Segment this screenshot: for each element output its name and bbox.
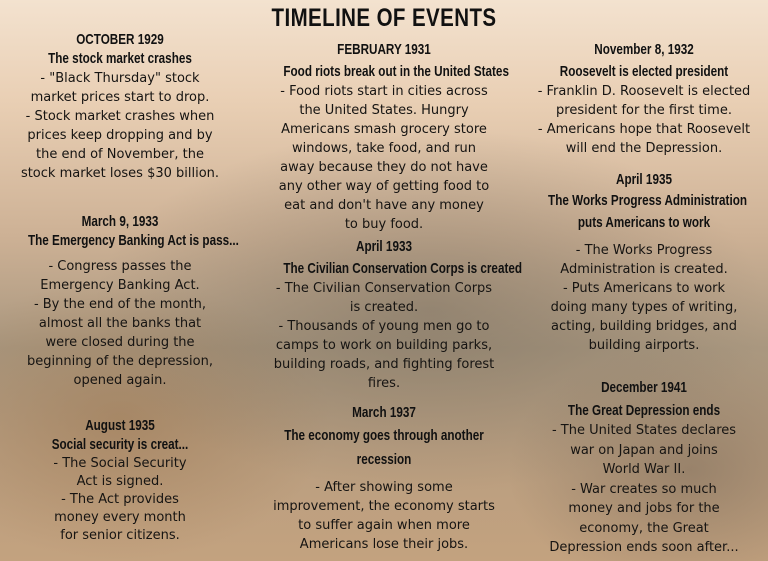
event-date: FEBRUARY 1931	[337, 41, 431, 58]
event-date: March 1937	[352, 404, 416, 421]
event-heading: The Civilian Conservation Corps is created	[283, 260, 522, 277]
event-body: - The Social Security Act is signed. - The Act provides money every month for senior citizens.	[53, 456, 187, 543]
event-april-1935	[521, 170, 767, 355]
event-march-1937	[255, 403, 513, 554]
event-december-1941	[521, 378, 767, 558]
event-march-1933	[2, 212, 238, 390]
event-body: - The United States declares war on Japan and joins World War II. - War creates so much money and jobs for the economy, the Great Depression ends soon after...	[549, 423, 739, 555]
event-heading: The economy goes through another	[284, 427, 484, 444]
event-heading: The Great Depression ends	[567, 402, 721, 419]
page-title: TIMELINE OF EVENTS	[271, 4, 497, 32]
event-heading: Food riots break out in the United States	[283, 63, 509, 80]
event-heading: The Emergency Banking Act is pass...	[27, 232, 239, 249]
event-date: November 8, 1932	[594, 41, 694, 58]
event-august-1935	[2, 416, 238, 545]
event-heading: Social security is creat...	[51, 436, 189, 453]
event-date: OCTOBER 1929	[76, 31, 164, 48]
event-body: - The Works Progress Administration is created. - Puts Americans to work doing many types of writing, acting, building bridges, and building airports.	[550, 243, 738, 353]
event-body: - "Black Thursday" stock market prices start to drop. - Stock market crashes when prices keep dropping and by the end of November, the stock market loses $30 billion.	[20, 71, 220, 181]
event-date: March 9, 1933	[81, 213, 159, 230]
event-date: December 1941	[601, 379, 687, 396]
event-april-1933	[255, 237, 522, 393]
event-body: - The Civilian Conservation Corps is created. - Thousands of young men go to camps to work on building parks, building roads, and fighting forest fires.	[273, 281, 495, 391]
event-heading-line2: recession	[356, 451, 412, 468]
event-february-1931	[255, 40, 513, 234]
event-date: August 1935	[85, 417, 155, 434]
event-body: - Congress passes the Emergency Banking Act. - By the end of the month, almost all the banks that were closed during the beginning of the depression, opened again.	[27, 259, 213, 388]
event-date: April 1933	[356, 238, 412, 255]
event-body: - Franklin D. Roosevelt is elected president for the first time. - Americans hope that Roosevelt will end the Depression.	[537, 84, 751, 156]
event-heading: The Works Progress Administration	[548, 192, 748, 209]
event-november-1932	[521, 40, 767, 158]
event-heading: Roosevelt is elected president	[559, 63, 729, 80]
event-heading: The stock market crashes	[48, 50, 192, 67]
event-body: - Food riots start in cities across the United States. Hungry Americans smash grocery store windows, take food, and run away because they do not have any other way of getting food to eat and don't have any money to buy food.	[278, 84, 490, 232]
event-heading-line2: puts Americans to work	[577, 214, 711, 231]
event-body: - After showing some improvement, the economy starts to suffer again when more Americans lose their jobs.	[273, 480, 495, 552]
event-october-1929	[2, 30, 238, 183]
event-date: April 1935	[616, 171, 672, 188]
